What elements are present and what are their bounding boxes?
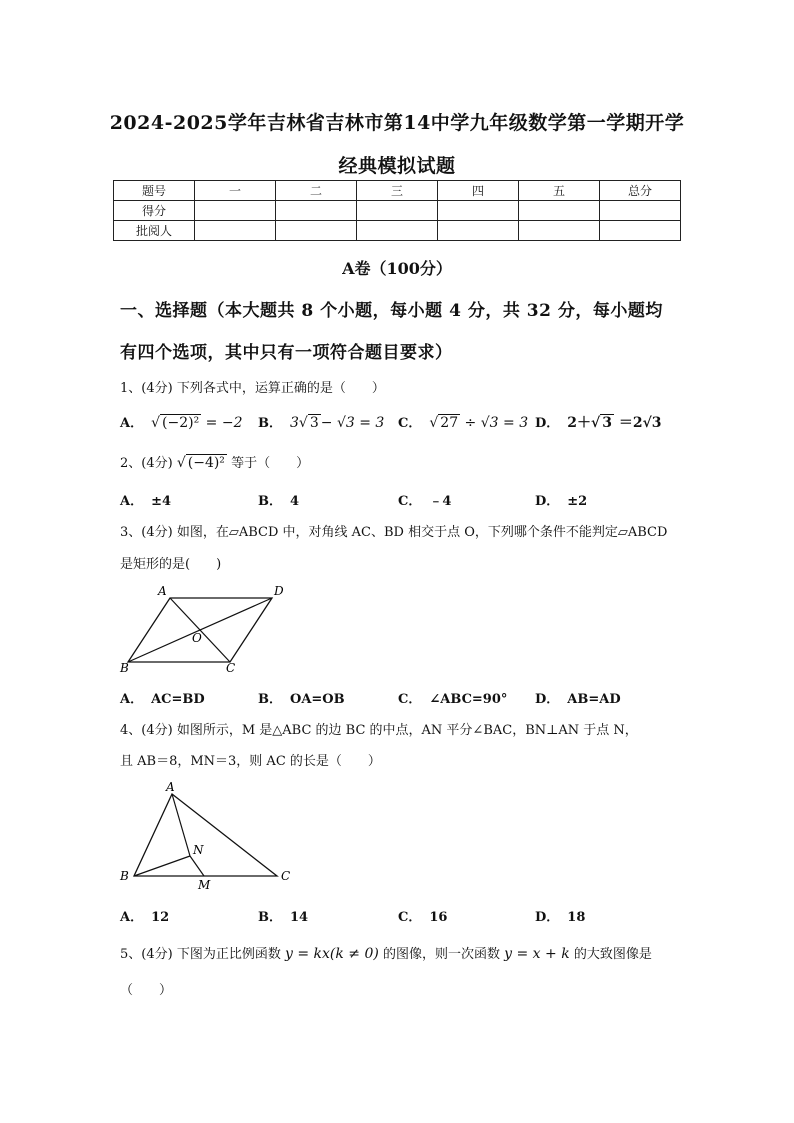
option-text: AB=AD bbox=[567, 692, 621, 707]
header-cell: 总分 bbox=[600, 181, 681, 201]
radicand: (−2)² bbox=[162, 415, 200, 431]
option-text: 16 bbox=[429, 910, 448, 925]
option-rest: ÷ √3 = 3 bbox=[460, 415, 529, 431]
q4-option-b bbox=[258, 906, 308, 925]
q5-formula-1: y = kx(k ≠ 0) bbox=[284, 946, 379, 962]
label-o: O bbox=[192, 631, 202, 645]
option-label: D． bbox=[535, 910, 560, 925]
page-title-line2: 经典模拟试题 bbox=[338, 155, 456, 177]
label-c: C bbox=[281, 869, 291, 883]
q2-suffix: 等于（ ） bbox=[231, 456, 310, 471]
segment-nm bbox=[190, 856, 204, 876]
option-rest: ＝2√3 bbox=[613, 415, 662, 431]
header-cell: 题号 bbox=[114, 181, 195, 201]
q3-option-b bbox=[258, 688, 345, 707]
q4-option-c bbox=[398, 906, 447, 925]
q4-option-d bbox=[535, 906, 585, 925]
option-label: C． bbox=[398, 692, 422, 707]
option-label: C． bbox=[398, 416, 422, 431]
score-row bbox=[114, 201, 681, 221]
score-cell bbox=[519, 201, 600, 221]
q3-option-d bbox=[535, 688, 621, 707]
q3-option-c bbox=[398, 688, 507, 707]
label-a: A bbox=[158, 584, 167, 598]
option-label: D． bbox=[535, 494, 560, 509]
segment-an bbox=[172, 794, 190, 856]
q1-option-c: C． √ 27 ÷ √3 = 3 bbox=[398, 415, 529, 431]
option-label: B． bbox=[258, 910, 282, 925]
radicand: 27 bbox=[440, 415, 459, 431]
question-4-stem-line1: 4、(4分) 如图所示，M 是△ABC 的边 BC 的中点，AN 平分∠BAC，BN⊥AN 于点 N， bbox=[120, 723, 638, 738]
q5-formula-2: y = x + k bbox=[504, 946, 570, 962]
label-d: D bbox=[274, 584, 284, 598]
header-cell: 四 bbox=[438, 181, 519, 201]
score-cell bbox=[276, 201, 357, 221]
score-cell bbox=[600, 201, 681, 221]
option-text: OA=OB bbox=[290, 692, 345, 707]
option-label: D． bbox=[535, 692, 560, 707]
juan-heading: A卷（100分） bbox=[342, 259, 452, 278]
option-text: ∠ABC=90° bbox=[429, 692, 508, 707]
radicand: (−4)² bbox=[187, 455, 225, 471]
radicand: 3 bbox=[602, 415, 612, 431]
header-cell: 五 bbox=[519, 181, 600, 201]
score-cell bbox=[195, 201, 276, 221]
option-text: 14 bbox=[290, 910, 309, 925]
option-label: B． bbox=[258, 416, 282, 431]
score-table-header-row bbox=[114, 181, 681, 201]
score-row-label: 得分 bbox=[114, 201, 195, 221]
question-2-stem: 2、(4分) √ (−4)² 等于（ ） bbox=[120, 455, 310, 471]
reviewer-cell bbox=[600, 221, 681, 241]
reviewer-cell bbox=[357, 221, 438, 241]
reviewer-cell bbox=[519, 221, 600, 241]
q5-mid: 的图像，则一次函数 bbox=[382, 947, 500, 962]
q2-option-b bbox=[258, 490, 299, 509]
section-heading-line1: 一、选择题（本大题共 8 个小题，每小题 4 分，共 32 分，每小题均 bbox=[120, 301, 663, 321]
q5-suffix: 的大致图像是 bbox=[573, 947, 652, 962]
page-title-line1: 2024-2025学年吉林省吉林市第14中学九年级数学第一学期开学 bbox=[109, 112, 685, 134]
q3-option-a bbox=[120, 688, 205, 707]
option-label: D． bbox=[535, 416, 560, 431]
radicand: 3 bbox=[309, 415, 319, 431]
score-cell bbox=[438, 201, 519, 221]
option-text: ±2 bbox=[567, 494, 588, 509]
reviewer-row bbox=[114, 221, 681, 241]
q2-prefix: 2、(4分) bbox=[120, 456, 173, 471]
label-c: C bbox=[226, 661, 236, 675]
label-b: B bbox=[120, 869, 129, 883]
parallelogram-figure bbox=[112, 580, 292, 676]
q1-option-b: B． 3√ 3 − √3 = 3 bbox=[258, 415, 385, 431]
option-text: AC=BD bbox=[151, 692, 205, 707]
question-3-stem-line1: 3、(4分) 如图，在▱ABCD 中，对角线 AC、BD 相交于点 O，下列哪个条件不能判定▱ABCD bbox=[120, 525, 668, 540]
header-cell: 一 bbox=[195, 181, 276, 201]
header-cell: 二 bbox=[276, 181, 357, 201]
label-a: A bbox=[166, 780, 175, 794]
q1-option-a: A． √ (−2)² = −2 bbox=[120, 415, 243, 431]
triangle-figure bbox=[112, 776, 302, 892]
reviewer-cell bbox=[438, 221, 519, 241]
label-n: N bbox=[193, 843, 204, 857]
q2-option-a bbox=[120, 490, 171, 509]
q1-option-d: D． 2＋√ 3 ＝2√3 bbox=[535, 415, 662, 431]
option-label: A． bbox=[120, 416, 144, 431]
option-rest: = −2 bbox=[201, 415, 243, 431]
option-rest: − √3 = 3 bbox=[320, 415, 385, 431]
question-3-stem-line2: 是矩形的是( ) bbox=[120, 557, 222, 572]
option-label: A． bbox=[120, 692, 144, 707]
option-text: 12 bbox=[151, 910, 170, 925]
q2-option-c bbox=[398, 490, 451, 509]
reviewer-cell bbox=[195, 221, 276, 241]
q4-option-a bbox=[120, 906, 169, 925]
question-1-stem: 1、(4分) 下列各式中，运算正确的是（ ） bbox=[120, 381, 385, 396]
reviewer-cell bbox=[276, 221, 357, 241]
q5-prefix: 5、(4分) 下图为正比例函数 bbox=[120, 947, 281, 962]
option-label: C． bbox=[398, 494, 422, 509]
reviewer-row-label: 批阅人 bbox=[114, 221, 195, 241]
question-5-stem-line2: （ ） bbox=[120, 983, 173, 998]
option-label: C． bbox=[398, 910, 422, 925]
option-label: B． bbox=[258, 692, 282, 707]
triangle-abc bbox=[134, 794, 277, 876]
label-b: B bbox=[120, 661, 129, 675]
section-heading-line2: 有四个选项，其中只有一项符合题目要求） bbox=[120, 343, 453, 363]
option-label: A． bbox=[120, 494, 144, 509]
option-label: B． bbox=[258, 494, 282, 509]
score-cell bbox=[357, 201, 438, 221]
option-label: A． bbox=[120, 910, 144, 925]
score-table bbox=[113, 180, 681, 241]
option-pre: 2＋ bbox=[567, 415, 592, 431]
question-4-stem-line2: 且 AB＝8，MN＝3，则 AC 的长是（ ） bbox=[120, 754, 381, 769]
option-text: 18 bbox=[567, 910, 586, 925]
option-pre: 3 bbox=[290, 415, 299, 431]
label-m: M bbox=[198, 878, 211, 892]
question-5-stem-line1 bbox=[120, 943, 652, 962]
option-text: ﹣4 bbox=[429, 494, 452, 509]
q2-option-d bbox=[535, 490, 587, 509]
option-text: 4 bbox=[290, 494, 300, 509]
option-text: ±4 bbox=[151, 494, 172, 509]
header-cell: 三 bbox=[357, 181, 438, 201]
